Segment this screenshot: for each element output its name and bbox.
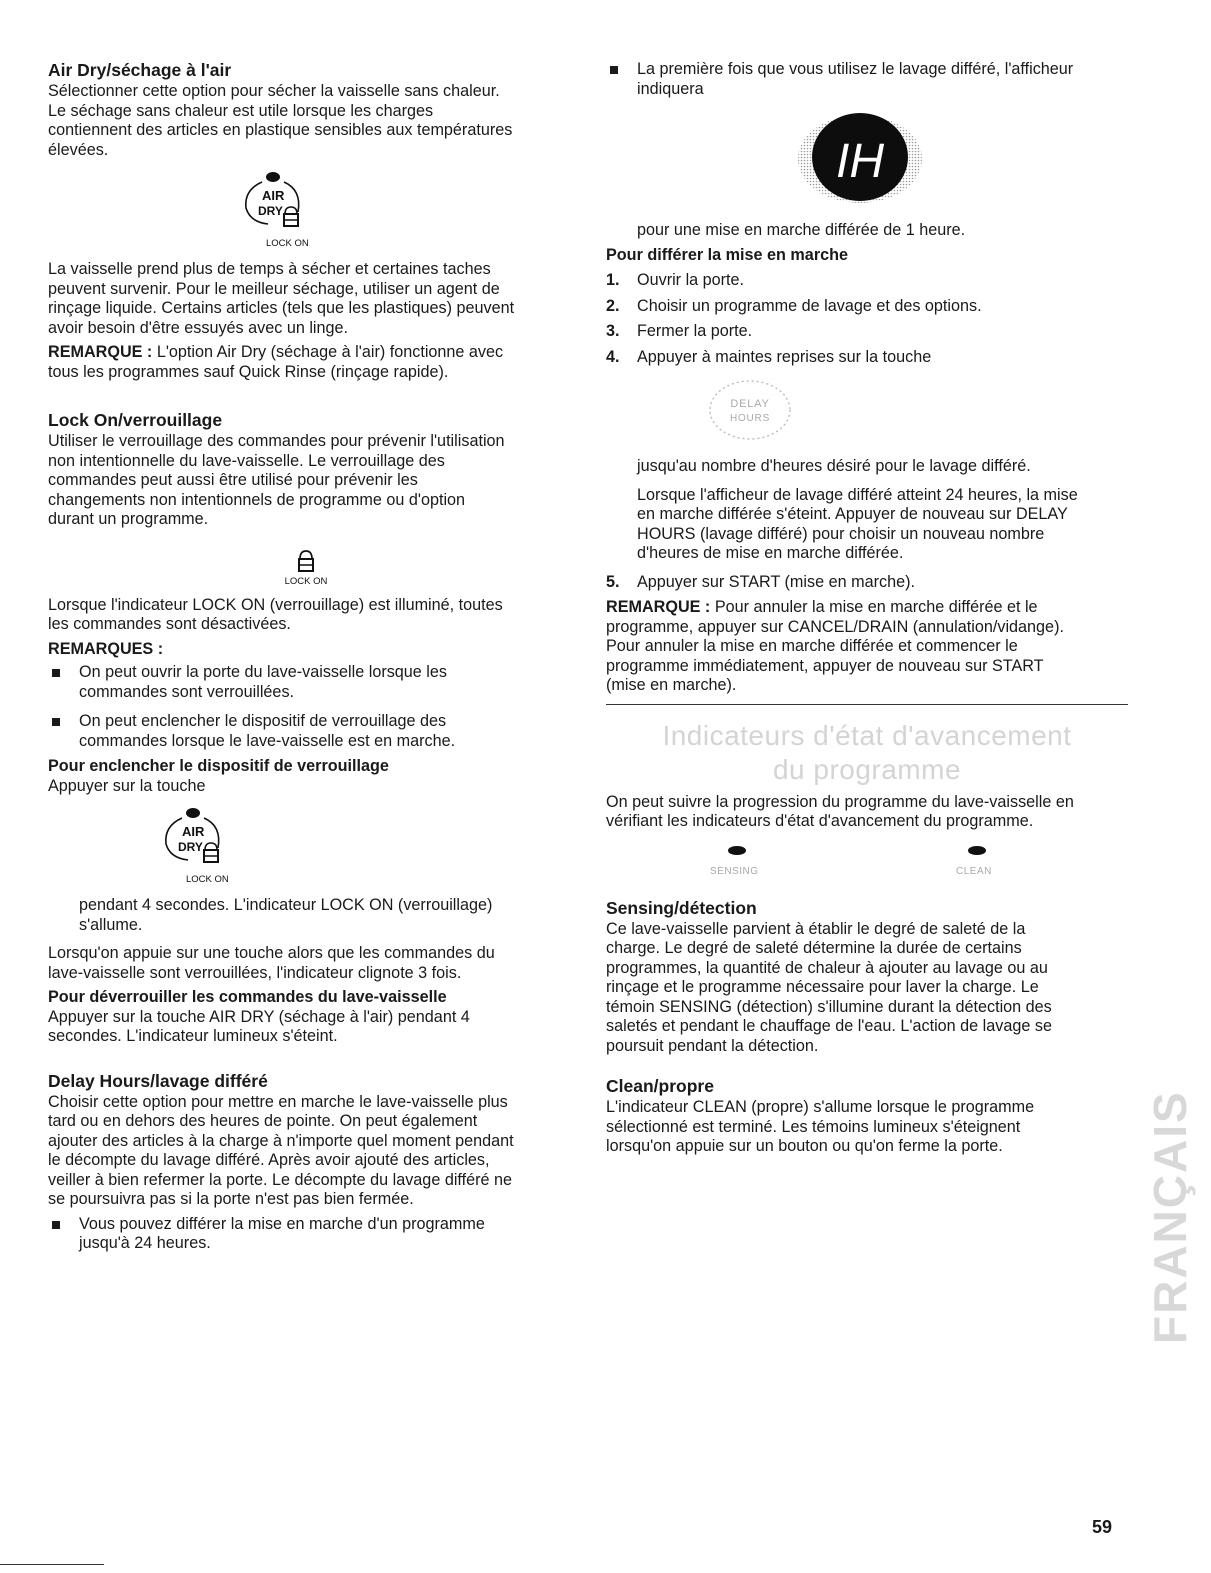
delay-hours-button-figure [702, 377, 798, 443]
air-dry-heading: Air Dry/séchage à l'air [48, 60, 232, 80]
engage-lock-after: pendant 4 secondes. L'indicateur LOCK ON (verrouillage) s'allume. [79, 896, 493, 934]
lock-on-heading: Lock On/verrouillage [48, 410, 223, 430]
sensing-text: Ce lave-vaisselle parvient à établir le degré de saleté de la charge. Le degré de saleté détermine la durée de certains programmes, la quantité de chaleur à ajouter au lavage ou au rinçage et le programme nécessaire pour laver la charge. Le témoin SENSING (détection) s'illumine durant la détection des saletés et pendant le chauffage de l'eau. L'action de lavage se poursuit pendant la détection. [606, 919, 1052, 1055]
display-readout-icon [794, 105, 924, 215]
air-dry-lock-icon [232, 170, 352, 254]
square-bullet-icon [52, 1221, 60, 1229]
first-time-list [606, 60, 1128, 99]
clean-text: L'indicateur CLEAN (propre) s'allume lorsque le programme sélectionné est terminé. Les témoins lumineux s'éteignent lorsqu'on appuie sur un bouton ou qu'on ferme la porte. [606, 1098, 1035, 1155]
list-item: Vous pouvez différer la mise en marche d'un programme jusqu'à 24 heures. [48, 1215, 568, 1254]
section-title: Indicateurs d'état d'avancement du programme [662, 719, 1072, 785]
left-column [48, 60, 568, 1264]
lock-blink-text: Lorsqu'on appuie sur une touche alors que les commandes du lave-vaisselle sont verrouillées, l'indicateur clignote 3 fois. [48, 944, 495, 982]
air-dry-button-figure [232, 170, 352, 254]
status-indicators [606, 840, 1128, 884]
engage-lock-heading: Pour enclencher le dispositif de verrouillage [48, 757, 389, 775]
display-ih-text: IH [836, 135, 884, 188]
lock-on-caption-2: LOCK ON [284, 575, 328, 587]
remarques-label: REMARQUES : [48, 639, 164, 658]
sensing-heading: Sensing/détection [606, 897, 757, 918]
clean-indicator-icon [968, 846, 986, 855]
delay-label: DELAY [730, 398, 770, 410]
list-item: La première fois que vous utilisez le lavage différé, l'afficheur indiquera [606, 60, 1128, 99]
air-dry-intro: Sélectionner cette option pour sécher la vaisselle sans chaleur. Le séchage sans chaleur est utile lorsque les charges contiennent des articles en plastique sensibles aux températures élevées. [48, 82, 513, 159]
lock-indicator-figure [266, 542, 346, 586]
delay-steps-list [606, 271, 1128, 367]
delay-hours-button-icon [702, 377, 798, 443]
list-item: On peut enclencher le dispositif de verrouillage des commandes lorsque le lave-vaisselle est en marche. [48, 712, 568, 751]
delay-notes-list [48, 1215, 568, 1254]
square-bullet-icon [52, 669, 60, 677]
display-after-text: pour une mise en marche différée de 1 heure. [637, 221, 966, 239]
air-label: AIR [262, 188, 285, 203]
delay-hours-intro: Choisir cette option pour mettre en marche le lave-vaisselle plus tard ou en dehors des heures de pointe. On peut également ajouter des articles à la charge à n'importe quel moment pendant le décompte du lavage différé. Après avoir ajouté des articles, veiller à bien refermer la porte. Le décompte du lavage différé ne se poursuivra pas si la porte n'est pas bien fermée. [48, 1092, 514, 1208]
air-label-2: AIR [182, 824, 205, 839]
list-item: On peut ouvrir la porte du lave-vaisselle lorsque les commandes sont verrouillées. [48, 663, 568, 702]
lock-on-caption: LOCK ON [266, 238, 309, 249]
delay-cancel-note: REMARQUE : Pour annuler la mise en marche différée et le programme, appuyer sur CANCEL/DRAIN (annulation/vidange). Pour annuler la mise en marche différée et commencer le programme immédiatement, appuyer de nouveau sur START (mise en marche). [606, 598, 1064, 694]
delay-step5-list [606, 573, 1128, 593]
step-item: 5. Appuyer sur START (mise en marche). [606, 572, 915, 591]
step-item: 4. Appuyer à maintes reprises sur la touche [606, 347, 932, 366]
delay-hours-heading: Delay Hours/lavage différé [48, 1070, 268, 1091]
delay-after-text: jusqu'au nombre d'heures désiré pour le lavage différé. [637, 457, 1031, 475]
dry-label-2: DRY [178, 840, 203, 854]
lock-icon [266, 542, 346, 588]
hours-label: HOURS [729, 413, 771, 424]
language-side-tab: FRANÇAIS [1144, 1090, 1196, 1344]
section-divider [606, 704, 1128, 705]
engage-lock-text: Appuyer sur la touche [48, 776, 206, 795]
lock-on-intro: Utiliser le verrouillage des commandes pour prévenir l'utilisation non intentionnelle du lave-vaisselle. Le verrouillage des commandes peut aussi être utilisé pour prévenir les changements non intentionnels de programme ou d'option durant un programme. [48, 432, 505, 528]
status-intro: On peut suivre la progression du programme du lave-vaisselle en vérifiant les indicateurs d'état d'avancement du programme. [606, 792, 1074, 830]
delay-24h-text: Lorsque l'afficheur de lavage différé atteint 24 heures, la mise en marche différée s'éteint. Appuyer de nouveau sur DELAY HOURS (lavage différé) pour choisir un nouveau nombre d'heures de mise en marche différée. [637, 485, 1078, 562]
square-bullet-icon [52, 718, 60, 726]
dry-label: DRY [258, 204, 283, 218]
clean-heading: Clean/propre [606, 1076, 714, 1096]
sensing-indicator-icon [728, 846, 746, 855]
footer-rule [0, 1564, 104, 1565]
air-dry-lock-icon-2 [152, 806, 272, 890]
display-ih-figure [794, 105, 924, 215]
step-item: 2. Choisir un programme de lavage et des options. [606, 296, 982, 315]
square-bullet-icon [610, 66, 618, 74]
clean-label: CLEAN [956, 865, 992, 877]
delay-start-heading: Pour différer la mise en marche [606, 245, 849, 264]
air-dry-details: La vaisselle prend plus de temps à sécher et certaines taches peuvent survenir. Pour le meilleur séchage, utiliser un agent de rinçage liquide. Certains articles (tels que les plastiques) peuvent avoir besoin d'être essuyés avec un linge. [48, 260, 515, 337]
air-dry-button-figure-2 [152, 806, 272, 890]
sensing-label: SENSING [710, 865, 759, 877]
unlock-heading: Pour déverrouiller les commandes du lave-vaisselle [48, 988, 447, 1006]
lock-on-caption-3: LOCK ON [186, 874, 229, 885]
lock-on-illuminated: Lorsque l'indicateur LOCK ON (verrouillage) est illuminé, toutes les commandes sont désactivées. [48, 595, 503, 633]
page-number: 59 [1092, 1517, 1113, 1537]
right-column [606, 60, 1128, 1157]
step-item: 1. Ouvrir la porte. [606, 271, 745, 289]
step-item: 3. Fermer la porte. [606, 322, 753, 340]
air-dry-note: REMARQUE : L'option Air Dry (séchage à l'air) fonctionne avec tous les programmes sauf Quick Rinse (rinçage rapide). [48, 343, 504, 381]
unlock-text: Appuyer sur la touche AIR DRY (séchage à l'air) pendant 4 secondes. L'indicateur lumineux s'éteint. [48, 1007, 470, 1045]
lock-notes-list [48, 663, 568, 751]
